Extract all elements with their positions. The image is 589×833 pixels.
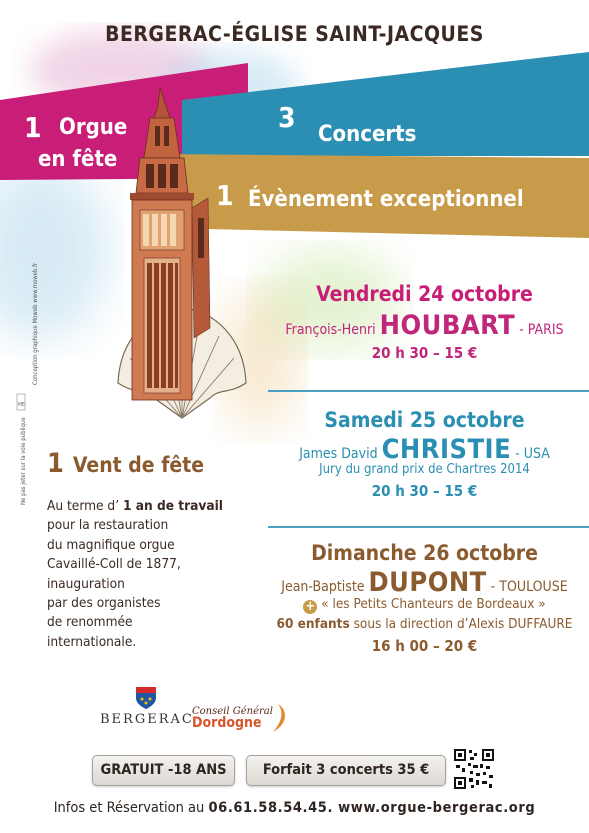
- restoration-text: [47, 497, 247, 652]
- concert-3: [260, 541, 589, 655]
- performer-last-name: HOUBART: [379, 310, 516, 341]
- side-credit-1: Ne pas jeter sur la voie publique: [20, 417, 27, 505]
- gratuit-button[interactable]: GRATUIT -18 ANS: [92, 755, 235, 786]
- bergerac-logo: [100, 686, 192, 727]
- plus-icon: +: [303, 600, 317, 614]
- intro-text: Au terme d’: [47, 498, 123, 514]
- concert-2-note: Jury du grand prix de Chartres 2014: [319, 462, 530, 477]
- separator-2: [268, 526, 589, 528]
- concert-2-price: 20 h 30 – 15 €: [371, 482, 478, 500]
- vent-heading: [47, 448, 204, 479]
- text-line: par des organistes: [47, 595, 161, 612]
- performer-origin: - USA: [511, 446, 550, 462]
- text-line: de renommée: [47, 614, 133, 631]
- orgue-line1: Orgue: [59, 115, 128, 140]
- concerts-number: 3: [278, 101, 296, 134]
- orgue-number: 1: [24, 111, 42, 144]
- intro-bold: 1 an de travail: [122, 498, 223, 514]
- children-count: 60 enfants: [276, 616, 350, 632]
- performer-last-name: CHRISTIE: [381, 434, 512, 465]
- footer-info: [0, 800, 589, 816]
- orgue-line2: en fête: [38, 147, 118, 172]
- concert-2-date: Samedi 25 octobre: [324, 408, 525, 432]
- event-label: Évènement exceptionnel: [248, 187, 524, 212]
- concert-1-date: Vendredi 24 octobre: [316, 282, 533, 306]
- vent-label: Vent de fête: [72, 453, 205, 477]
- footer-website-link[interactable]: www.orgue-bergerac.org: [333, 800, 536, 816]
- separator-1: [268, 390, 589, 392]
- footer-phone-link[interactable]: 06.61.58.54.45.: [208, 800, 334, 816]
- vent-number: 1: [47, 448, 64, 479]
- performer-last-name: DUPONT: [368, 567, 487, 598]
- page-title: BERGERAC-ÉGLISE SAINT-JACQUES: [105, 22, 484, 46]
- concert-3-guest: [260, 596, 589, 614]
- side-credit-2: Conception graphique Moweb www.moweb.fr: [32, 262, 39, 385]
- bergerac-crest-icon: [135, 686, 157, 710]
- guest-name: « les Petits Chanteurs de Bordeaux »: [321, 596, 546, 612]
- forfait-button[interactable]: Forfait 3 concerts 35 €: [246, 755, 446, 786]
- dordogne-text: Dordogne: [192, 715, 262, 731]
- text-line: Cavaillé-Coll de 1877,: [47, 556, 181, 573]
- concert-1-price: 20 h 30 – 15 €: [371, 344, 478, 362]
- concert-3-performer: [260, 567, 589, 598]
- performer-origin: - PARIS: [515, 322, 564, 338]
- church-tower-illustration: [110, 88, 255, 438]
- concert-3-children: [260, 616, 589, 632]
- text-line: internationale.: [47, 633, 137, 650]
- text-line: du magnifique orgue: [47, 536, 175, 553]
- performer-first-name: Jean-Baptiste: [281, 579, 369, 595]
- bergerac-logo-text: BERGERAC: [100, 712, 194, 727]
- conseil-text: Conseil Général: [192, 706, 273, 717]
- qr-code-icon[interactable]: [453, 748, 495, 790]
- concert-1: [260, 282, 589, 362]
- performer-origin: - TOULOUSE: [486, 579, 568, 595]
- concert-2: [260, 408, 589, 500]
- concerts-label: Concerts: [318, 122, 417, 147]
- dordogne-logo: [192, 706, 302, 731]
- text-line: inauguration: [47, 575, 125, 592]
- recycle-logo-icon: [15, 392, 35, 420]
- text-line: pour la restauration: [47, 517, 169, 534]
- performer-first-name: François-Henri: [285, 322, 380, 338]
- concert-3-price: 16 h 00 – 20 €: [371, 637, 478, 655]
- concert-1-performer: [260, 310, 589, 341]
- footer-infos-label: Infos et Réservation au: [53, 800, 209, 816]
- performer-first-name: James David: [299, 446, 382, 462]
- concert-2-performer: [260, 434, 589, 465]
- children-direction: sous la direction d’Alexis DUFFAURE: [349, 616, 573, 632]
- svg-text:ME: ME: [18, 402, 25, 408]
- event-number: 1: [216, 179, 234, 212]
- concert-3-date: Dimanche 26 octobre: [311, 541, 538, 565]
- dordogne-swirl-icon: [270, 702, 290, 738]
